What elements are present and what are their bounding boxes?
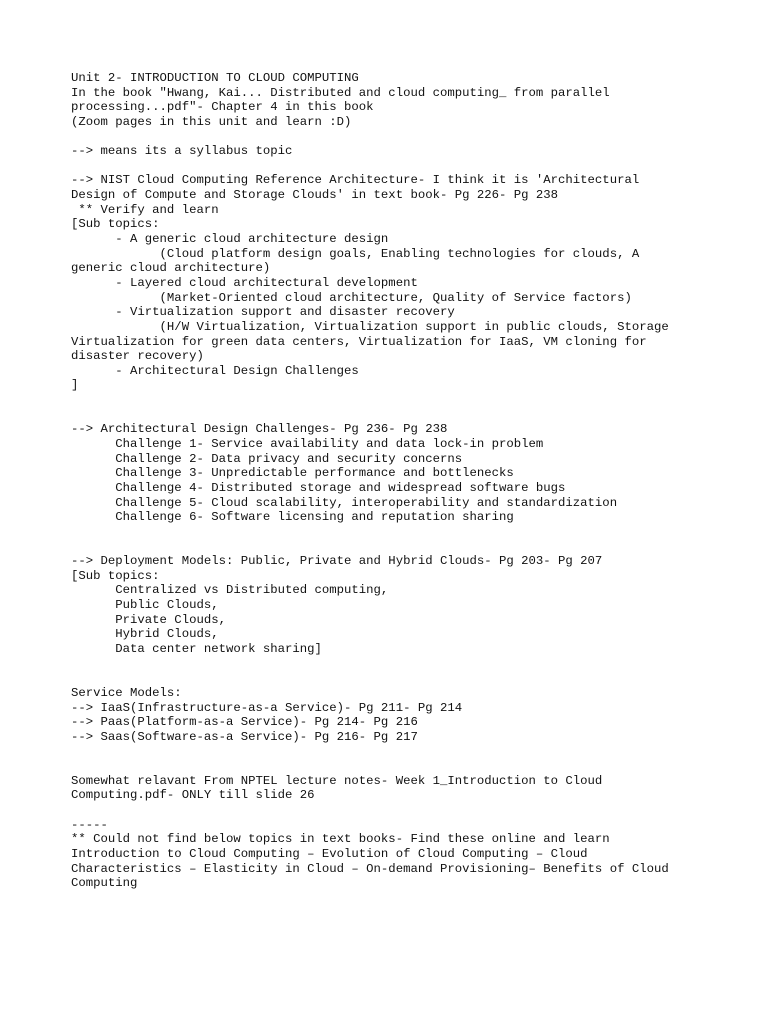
- doc-line: processing...pdf"- Chapter 4 in this book: [71, 100, 374, 115]
- doc-line: --> Architectural Design Challenges- Pg 236- Pg 238: [71, 422, 448, 437]
- doc-line: Challenge 5- Cloud scalability, interoperability and standardization: [71, 495, 618, 510]
- doc-line: --> IaaS(Infrastructure-as-a Service)- Pg 211- Pg 214: [71, 700, 463, 715]
- doc-line: - Layered cloud architectural development: [71, 275, 418, 290]
- doc-line: Service Models:: [71, 685, 182, 700]
- doc-line: Somewhat relavant From NPTEL lecture notes- Week 1_Introduction to Cloud: [71, 773, 603, 788]
- doc-line: --> Paas(Platform-as-a Service)- Pg 214- Pg 216: [71, 715, 418, 730]
- doc-line: [71, 803, 731, 818]
- doc-line: Challenge 3- Unpredictable performance and bottlenecks: [71, 466, 514, 481]
- doc-line: ** Verify and learn: [71, 202, 219, 217]
- doc-line: In the book "Hwang, Kai... Distributed and cloud computing_ from parallel: [71, 85, 610, 100]
- doc-line: --> NIST Cloud Computing Reference Architecture- I think it is 'Architectural: [71, 173, 640, 188]
- doc-line: Challenge 1- Service availability and data lock-in problem: [71, 437, 544, 452]
- doc-line: ]: [71, 378, 79, 393]
- document-page: [71, 71, 731, 891]
- doc-line: [71, 744, 731, 759]
- doc-line: disaster recovery): [71, 349, 204, 364]
- doc-line: (Market-Oriented cloud architecture, Quality of Service factors): [71, 290, 632, 305]
- doc-line: - A generic cloud architecture design: [71, 232, 389, 247]
- doc-line: -----: [71, 817, 108, 832]
- doc-line: Data center network sharing]: [71, 641, 322, 656]
- doc-line: [71, 130, 731, 145]
- doc-line: --> means its a syllabus topic: [71, 144, 293, 159]
- doc-line: Characteristics – Elasticity in Cloud – On-demand Provisioning– Benefits of Cloud: [71, 861, 669, 876]
- doc-line: - Virtualization support and disaster recovery: [71, 305, 455, 320]
- doc-line: Hybrid Clouds,: [71, 627, 219, 642]
- doc-line: (Zoom pages in this unit and learn :D): [71, 114, 352, 129]
- doc-line: Computing: [71, 876, 138, 891]
- doc-line: Public Clouds,: [71, 598, 219, 613]
- doc-line: [Sub topics:: [71, 217, 160, 232]
- doc-line: - Architectural Design Challenges: [71, 363, 359, 378]
- doc-line: --> Saas(Software-as-a Service)- Pg 216- Pg 217: [71, 729, 418, 744]
- doc-line: [71, 408, 731, 423]
- doc-line: Challenge 2- Data privacy and security concerns: [71, 451, 463, 466]
- doc-line: Centralized vs Distributed computing,: [71, 583, 389, 598]
- doc-line: ** Could not find below topics in text books- Find these online and learn: [71, 832, 610, 847]
- doc-line: Design of Compute and Storage Clouds' in text book- Pg 226- Pg 238: [71, 188, 559, 203]
- doc-line: [71, 759, 731, 774]
- doc-line: --> Deployment Models: Public, Private and Hybrid Clouds- Pg 203- Pg 207: [71, 554, 603, 569]
- doc-line: [71, 671, 731, 686]
- doc-line: Virtualization for green data centers, Virtualization for IaaS, VM cloning for: [71, 334, 647, 349]
- doc-line: Challenge 6- Software licensing and reputation sharing: [71, 510, 514, 525]
- doc-line: [71, 393, 731, 408]
- doc-line: Private Clouds,: [71, 612, 226, 627]
- doc-line: Challenge 4- Distributed storage and widespread software bugs: [71, 480, 566, 495]
- doc-line: Computing.pdf- ONLY till slide 26: [71, 788, 315, 803]
- doc-line: [Sub topics:: [71, 568, 160, 583]
- doc-line: (Cloud platform design goals, Enabling technologies for clouds, A: [71, 246, 640, 261]
- doc-line: generic cloud architecture): [71, 261, 271, 276]
- doc-line: (H/W Virtualization, Virtualization support in public clouds, Storage: [71, 319, 669, 334]
- doc-line: Unit 2- INTRODUCTION TO CLOUD COMPUTING: [71, 71, 359, 85]
- doc-line: [71, 540, 731, 555]
- doc-line: [71, 657, 731, 672]
- doc-line: [71, 159, 731, 174]
- doc-line: Introduction to Cloud Computing – Evolution of Cloud Computing – Cloud: [71, 846, 588, 861]
- doc-line: [71, 525, 731, 540]
